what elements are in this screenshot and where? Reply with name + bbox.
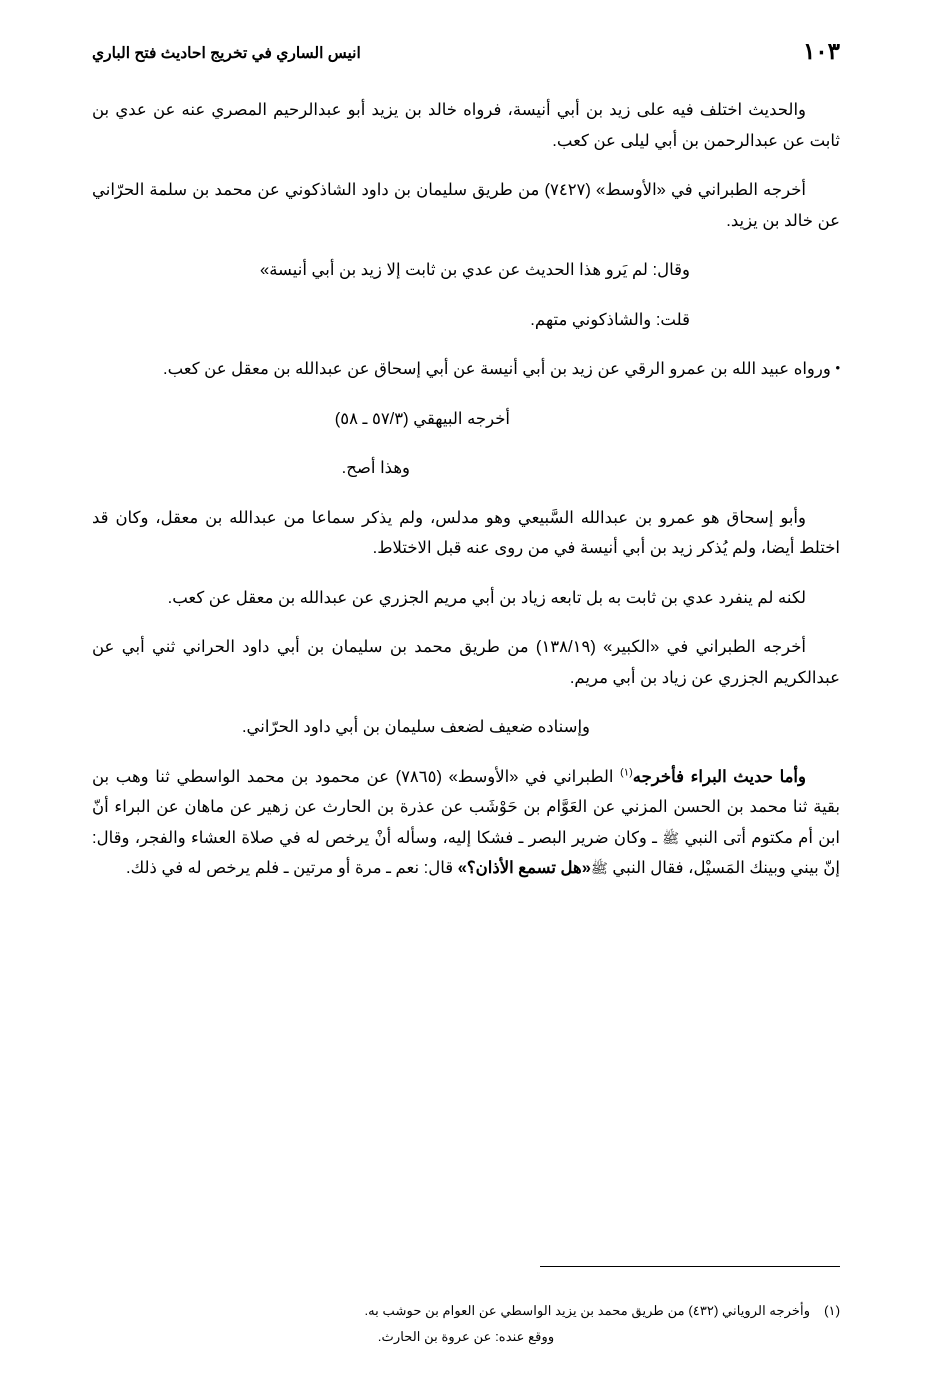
final-paragraph-text-3: قال: نعم ـ مرة أو مرتين ـ فلم يرخص له في ذلك.: [126, 859, 458, 878]
paragraph: والحديث اختلف فيه على زيد بن أبي أنيسة، فرواه خالد بن يزيد أبو عبدالرحيم المصري عنه عن عدي بن ثابت عن عبدالرحمن بن أبي ليلى عن كعب.: [92, 101, 840, 150]
final-paragraph: [92, 762, 840, 884]
footnote-item: [92, 1299, 840, 1323]
footnote-text-line-2: ووقع عنده: عن عروة بن الحارث.: [377, 1329, 555, 1345]
paragraph: وإسناده ضعيف لضعف سليمان بن أبي داود الحرّاني.: [241, 718, 590, 737]
page-number: ١٠٣: [802, 38, 840, 64]
salla-symbol-icon: ﷺ: [590, 862, 608, 878]
page-body: [92, 95, 840, 884]
paragraph: أخرجه الطبراني في «الأوسط» (٧٤٢٧) من طريق سليمان بن داود الشاذكوني عن محمد بن سلمة الحرّاني عن خالد بن يزيد.: [92, 181, 840, 230]
footnote-text: وأخرجه الروياني (٤٣٢) من طريق محمد بن يزيد الواسطي عن العوام بن حوشب به.: [364, 1303, 811, 1319]
final-paragraph-lead: وأما حديث البراء فأخرجه: [632, 767, 806, 786]
book-running-title: انيس الساري في تخريج احاديث فتح الباري: [92, 45, 361, 62]
bullet-dot: •: [835, 360, 840, 376]
bullet-paragraph: [92, 354, 840, 385]
paragraph: وهذا أصح.: [341, 459, 410, 478]
paragraph: وأبو إسحاق هو عمرو بن عبدالله السَّبيعي وهو مدلس، ولم يذكر سماعا من عبدالله بن معقل، وكان قد اختلط أيضا، ولم يُذكر زيد بن أبي أنيسة في من روى عنه قبل الاختلاط.: [92, 508, 840, 558]
paragraph: قلت: والشاذكوني متهم.: [530, 310, 690, 329]
paragraph: لكنه لم ينفرد عدي بن ثابت به بل تابعه زياد بن أبي مريم الجزري عن عبدالله بن معقل عن كعب.: [167, 588, 806, 607]
final-paragraph-text-2: ـ وكان ضرير البصر ـ فشكا إليه، وسأله أنْ يرخص له في صلاة العشاء والفجر، وقال: إنّ بيني وبينك المَسيْل، فقال النبي: [92, 828, 840, 878]
hadith-quote: «هل تسمع الأذان؟»: [457, 859, 591, 878]
footnote-marker: (١): [824, 1303, 840, 1319]
page-header: [92, 38, 840, 65]
final-paragraph-text-1: الطبراني في «الأوسط» (٧٨٦٥) عن محمود بن محمد الواسطي ثنا وهب بن بقية ثنا محمد بن الحسن المزني عن العَوَّام بن حَوْشَب عن عذرة بن الحارث عن زهير عن ماهان عن البراء أنّ ابن أم مكتوم أتى النبي: [92, 767, 840, 847]
footnote-reference[interactable]: (١): [620, 766, 633, 779]
paragraph: أخرجه الطبراني في «الكبير» (١٣٨/١٩) من طريق محمد بن سليمان بن أبي داود الحراني ثني أبي عن عبدالكريم الجزري عن زياد بن أبي مريم.: [92, 638, 840, 687]
salla-symbol-icon: ﷺ: [662, 831, 680, 847]
paragraph: وقال: لم يَرو هذا الحديث عن عدي بن ثابت إلا زيد بن أبي أنيسة»: [260, 261, 690, 280]
footnotes-area: [92, 1299, 840, 1349]
bullet-paragraph-text: ورواه عبيد الله بن عمرو الرقي عن زيد بن أبي أنيسة عن أبي إسحاق عن عبدالله بن معقل عن كعب.: [162, 360, 831, 379]
paragraph: أخرجه البيهقي (٥٧/٣ ـ ٥٨): [334, 409, 510, 428]
footnote-separator: [540, 1266, 840, 1267]
